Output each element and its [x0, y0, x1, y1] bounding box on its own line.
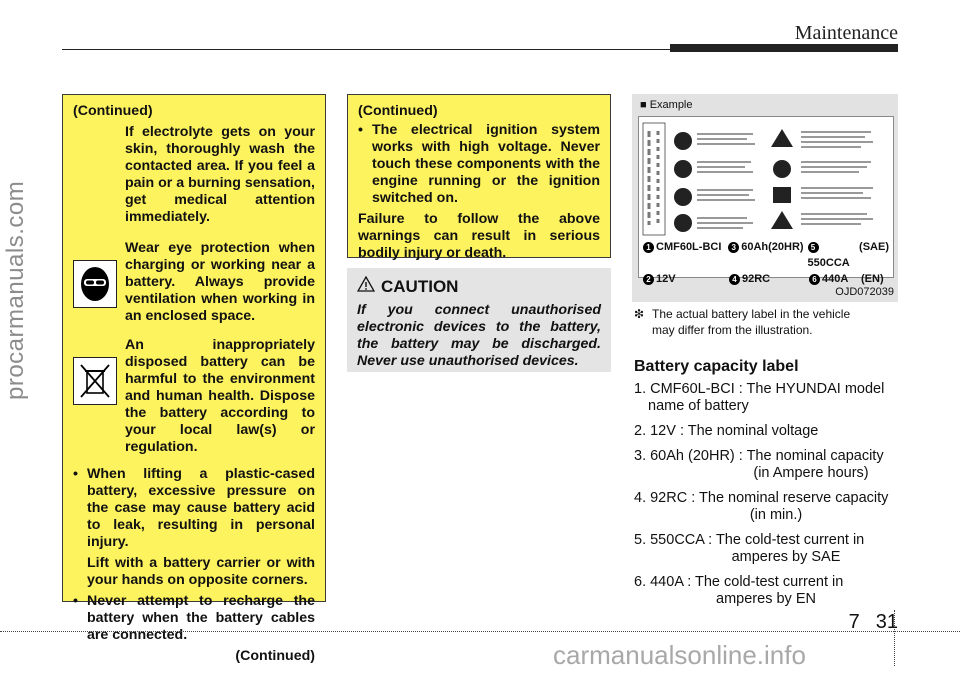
page-header-title: Maintenance	[794, 22, 898, 44]
dispose-paragraph: An inappropriately disposed battery can be harmful to the environment and human health. Dispose the battery according to your local law(s) or regulation.	[125, 337, 315, 456]
dispose-row	[73, 337, 315, 456]
capacity-definitions	[634, 381, 898, 616]
battery-label-example	[632, 94, 898, 302]
definition-item: 1. CMF60L-BCI : The HYUNDAI model name of battery	[634, 381, 885, 414]
unit-en: (EN)	[861, 273, 884, 285]
example-label: ■ Example	[640, 99, 693, 111]
definition-item: 5. 550CCA : The cold-test current in amperes by SAE	[634, 532, 865, 565]
section-title: Battery capacity label	[634, 358, 799, 375]
failure-paragraph: Failure to follow the above warnings can result in serious bodily injury or death.	[358, 211, 600, 261]
page-number-value: 31	[875, 611, 898, 633]
footer-rule	[0, 631, 960, 632]
side-watermark: procarmanuals.com	[2, 180, 29, 400]
ignition-bullet: • The electrical ignition system works with high voltage. Never touch these components with the engine running or the ignition switched on.	[358, 122, 600, 207]
warning-triangle-icon	[357, 276, 375, 297]
battery-label-illustration	[638, 116, 894, 285]
eye-protection-paragraph: Wear eye protection when charging or working near a battery. Always provide ventilation when working in an enclosed space.	[125, 240, 315, 325]
unit-sae: (SAE)	[859, 241, 889, 253]
eye-protection-icon	[73, 260, 117, 308]
marker-3: 3 60Ah(20HR)	[728, 239, 807, 271]
continued-label: (Continued)	[73, 103, 153, 119]
marker-4: 4 92RC	[729, 271, 809, 287]
eye-protection-row	[73, 240, 315, 325]
header-rule-thick	[670, 44, 898, 52]
definition-item: 3. 60Ah (20HR) : The nominal capacity (in Ampere hours)	[634, 448, 884, 481]
definition-item: 6. 440A : The cold-test current in amperes by EN	[634, 574, 844, 607]
continued-label-bottom: (Continued)	[235, 648, 315, 665]
warning-bullets-mid	[358, 122, 600, 207]
figure-code: OJD072039	[835, 286, 894, 298]
note-line-2: may differ from the illustration.	[652, 323, 813, 337]
electrolyte-paragraph: If electrolyte gets on your skin, thoroughly wash the contacted area. If you feel a pain or a burning sensation, get medical attention immediately.	[125, 124, 315, 225]
caution-title: CAUTION	[381, 276, 459, 296]
lift-subparagraph: Lift with a battery carrier or with your hands on opposite corners.	[87, 555, 315, 589]
note-line-1: The actual battery label in the vehicle	[652, 307, 851, 321]
warning-bullets-2	[73, 593, 315, 644]
note-symbol: ❇	[634, 307, 645, 321]
recharge-bullet: • Never attempt to recharge the battery when the battery cables are connected.	[73, 593, 315, 644]
page-number	[849, 611, 898, 634]
header-rule	[62, 49, 672, 50]
label-marker-grid	[643, 239, 889, 287]
marker-1: 1 CMF60L-BCI	[643, 239, 728, 271]
chapter-number: 7	[848, 611, 860, 633]
warning-box-middle	[347, 94, 611, 261]
caution-box	[347, 268, 611, 372]
caution-heading	[357, 276, 601, 297]
lifting-bullet: • When lifting a plastic-cased battery, excessive pressure on the case may cause battery acid to leak, resulting in personal injury.	[73, 466, 315, 551]
warning-box-left	[62, 94, 326, 665]
caution-body: If you connect unauthorised electronic devices to the battery, the battery may be discharged. Never use unauthorised devices.	[357, 302, 601, 369]
continued-label: (Continued)	[358, 103, 438, 119]
marker-2: 2 12V	[643, 271, 729, 287]
definition-item: 4. 92RC : The nominal reserve capacity (in min.)	[634, 490, 889, 523]
crossed-bin-icon	[73, 357, 117, 405]
bottom-watermark: carmanualsonline.info	[553, 640, 806, 670]
marker-5: 5550CCA	[807, 243, 850, 269]
warning-bullets	[73, 466, 315, 551]
marker-6: 6 440A	[809, 271, 861, 287]
definition-item: 2. 12V : The nominal voltage	[634, 423, 819, 439]
illustration-note	[634, 306, 898, 338]
